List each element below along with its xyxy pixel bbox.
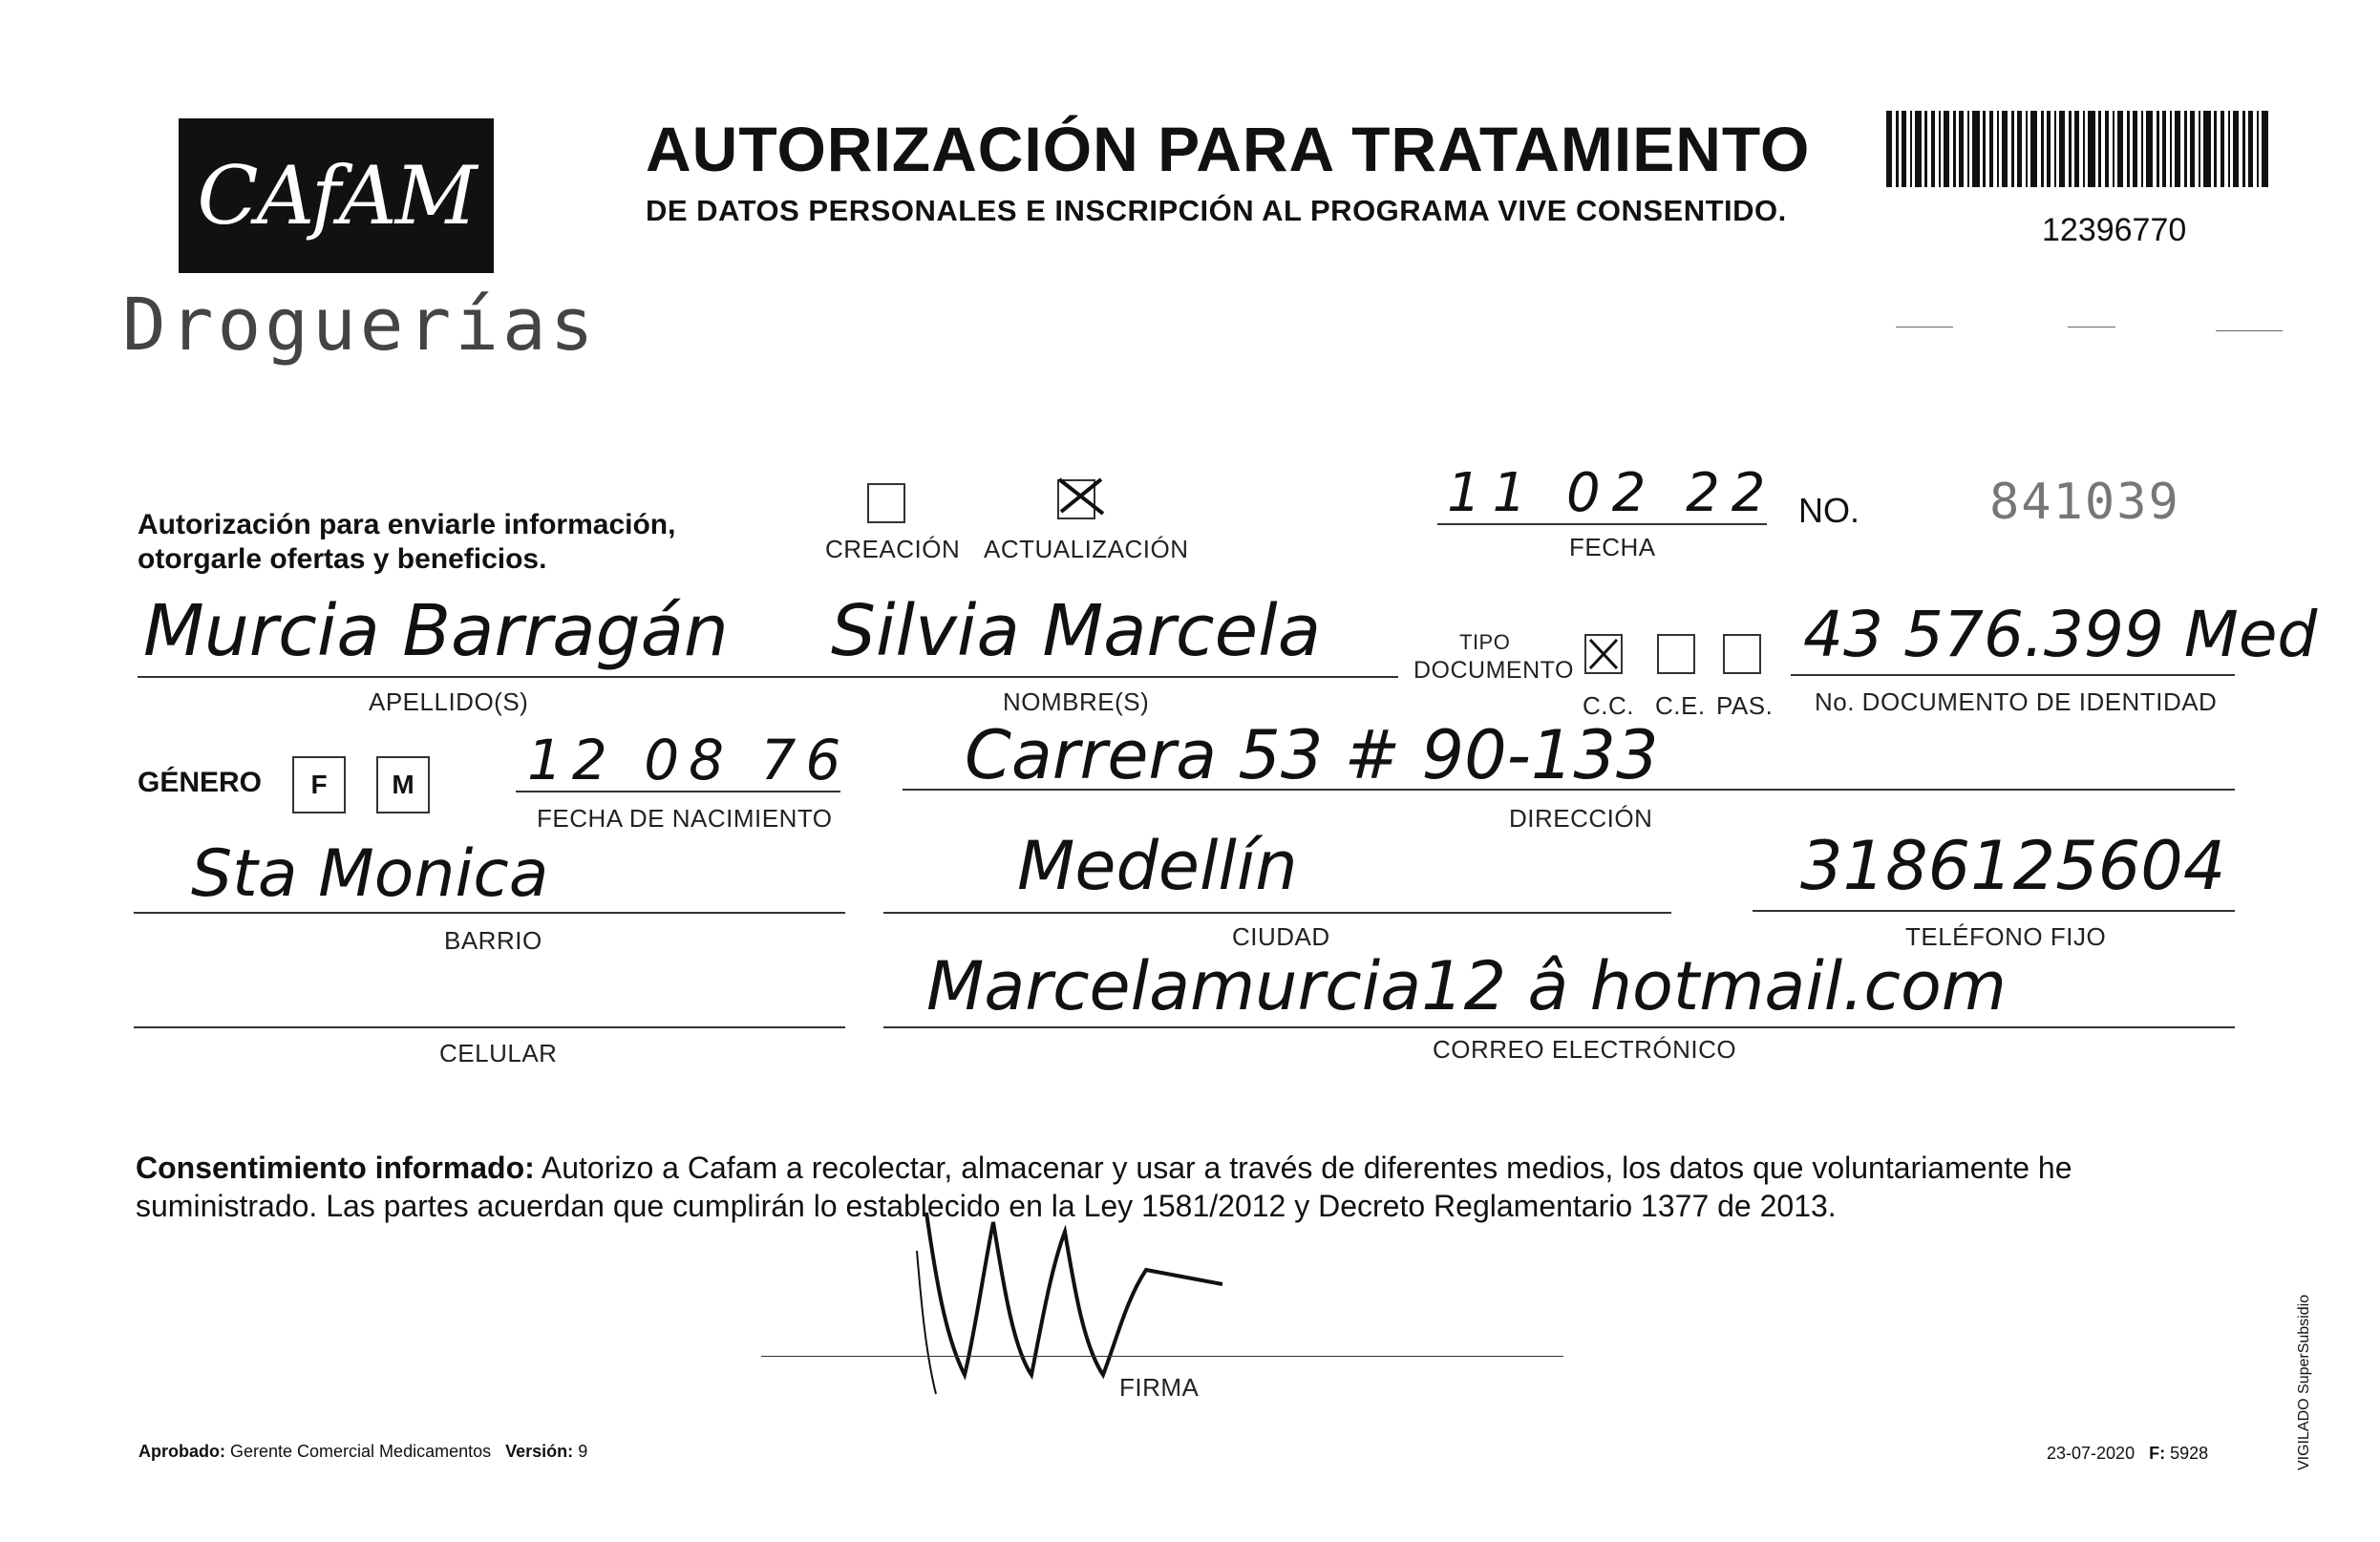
- footer-f-value: 5928: [2170, 1444, 2209, 1463]
- firma-label: FIRMA: [1119, 1373, 1200, 1402]
- ce-label: C.E.: [1655, 691, 1706, 720]
- apellidos-value[interactable]: Murcia Barragán: [143, 590, 729, 672]
- fecha-value[interactable]: 11 02 22: [1447, 462, 1777, 524]
- aprobado-label: Aprobado:: [138, 1442, 225, 1461]
- consent-heading: Consentimiento informado:: [136, 1151, 535, 1185]
- consent-text: Autorizo a Cafam a recolectar, almacenar y usar a través de diferentes medios, los datos que voluntariamente he suministrado. Las partes acuerdan que cumplirán lo establecido en la Ley 1581/2012 y Decreto Reglamentario 1377 de 2013.: [136, 1151, 2072, 1223]
- barcode: [1886, 111, 2268, 187]
- cc-checkbox[interactable]: [1584, 634, 1623, 674]
- nombres-value[interactable]: Silvia Marcela: [831, 590, 1322, 672]
- documento-value[interactable]: 43 576.399 Med: [1803, 598, 2318, 671]
- creacion-checkbox[interactable]: [867, 483, 905, 523]
- cafam-logo: CAfAM: [179, 118, 494, 273]
- telefono-label: TELÉFONO FIJO: [1905, 922, 2107, 951]
- direccion-label: DIRECCIÓN: [1509, 804, 1653, 833]
- version-value: 9: [578, 1442, 588, 1461]
- footer-right: [2047, 1444, 2208, 1464]
- auth-intro-line1: Autorización para enviarle información,: [138, 509, 676, 540]
- form-subtitle: DE DATOS PERSONALES E INSCRIPCIÓN AL PROGRAMA VIVE CONSENTIDO.: [646, 194, 1787, 227]
- check-mark-icon: [1055, 475, 1113, 518]
- nacimiento-value[interactable]: 12 08 76: [527, 728, 851, 792]
- direccion-value[interactable]: Carrera 53 # 90-133: [965, 716, 1659, 794]
- barcode-number: 12396770: [2042, 212, 2187, 248]
- vigilado-text: VIGILADO SuperSubsidio: [2296, 1294, 2312, 1470]
- actualizacion-checkbox[interactable]: [1057, 479, 1095, 519]
- celular-label[interactable]: CELULAR: [439, 1039, 558, 1067]
- telefono-value[interactable]: 3186125604: [1800, 827, 2226, 905]
- footer-f-label: F:: [2149, 1444, 2166, 1463]
- documento-label: DOCUMENTO: [1413, 657, 1574, 684]
- tipo-label: TIPO: [1459, 630, 1511, 654]
- no-label: NO.: [1798, 491, 1860, 530]
- documento-number-label: No. DOCUMENTO DE IDENTIDAD: [1815, 687, 2218, 716]
- pas-label: PAS.: [1716, 691, 1774, 720]
- ciudad-value[interactable]: Medellín: [1017, 827, 1298, 905]
- ciudad-label: CIUDAD: [1232, 922, 1330, 951]
- vigilado-stamp: [2290, 1260, 2328, 1470]
- genero-m-box[interactable]: M: [376, 756, 430, 813]
- aprobado-value: Gerente Comercial Medicamentos: [230, 1442, 492, 1461]
- serial-number: 841039: [1989, 474, 2180, 531]
- footer-left: [138, 1442, 587, 1462]
- auth-intro-line2: otorgarle ofertas y beneficios.: [138, 543, 547, 575]
- barrio-value[interactable]: Sta Monica: [191, 836, 549, 912]
- genero-label: GÉNERO: [138, 767, 263, 798]
- genero-f-box[interactable]: F: [292, 756, 346, 813]
- nombres-label: NOMBRE(S): [1003, 687, 1150, 716]
- check-mark-icon: [1584, 634, 1623, 674]
- correo-label: CORREO ELECTRÓNICO: [1433, 1035, 1737, 1064]
- version-label: Versión:: [505, 1442, 574, 1461]
- cc-label: C.C.: [1583, 691, 1634, 720]
- correo-value[interactable]: Marcelamurcia12 â hotmail.com: [926, 947, 2007, 1025]
- pas-checkbox[interactable]: [1723, 634, 1761, 674]
- footer-date: 23-07-2020: [2047, 1444, 2136, 1463]
- fecha-label: FECHA: [1569, 533, 1656, 561]
- creacion-label: CREACIÓN: [825, 535, 961, 563]
- apellidos-label: APELLIDO(S): [369, 687, 529, 716]
- nacimiento-label: FECHA DE NACIMIENTO: [537, 804, 833, 833]
- barrio-label: BARRIO: [444, 926, 542, 955]
- actualizacion-label: ACTUALIZACIÓN: [984, 535, 1189, 563]
- form-title: AUTORIZACIÓN PARA TRATAMIENTO: [646, 114, 1811, 184]
- logo-subtitle: Droguerías: [122, 282, 598, 367]
- ce-checkbox[interactable]: [1657, 634, 1695, 674]
